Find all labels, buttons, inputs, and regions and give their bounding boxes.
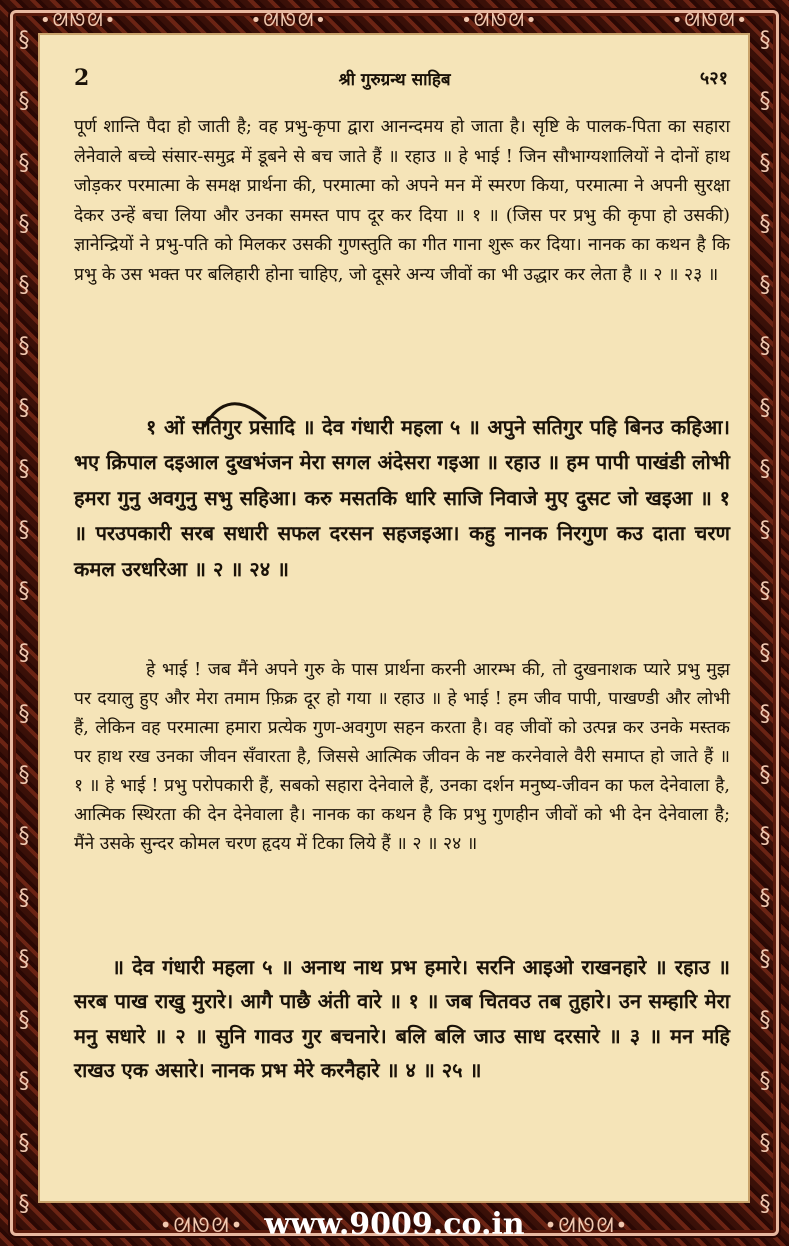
page-footer bbox=[0, 1203, 789, 1246]
swirl-icon: •ᘛᘚᘛ• bbox=[159, 1212, 245, 1237]
left-ornament: § § § § § § § § § § § § § § § § § § § § bbox=[18, 28, 30, 1217]
website-link[interactable]: www.9009.co.in bbox=[264, 1207, 525, 1242]
top-ornament bbox=[40, 6, 749, 34]
page-header bbox=[74, 63, 728, 93]
swirl-icon: •ᘛᘚᘛ• bbox=[250, 9, 328, 31]
right-ornament: § § § § § § § § § § § § § § § § § § § § bbox=[759, 28, 771, 1217]
swirl-icon: •ᘛᘚᘛ• bbox=[461, 9, 539, 31]
translation-paragraph-23: पूर्ण शान्ति पैदा हो जाती है; वह प्रभु-कृपा द्वारा आनन्दमय हो जाता है। सृष्टि के पालक-पिता का सहारा लेनेवाले बच्चे संसार-समुद्र में डूबने से बच जाते हैं ॥ रहाउ ॥ हे भाई ! जिन सौभाग्यशालियों ने दोनों हाथ जोड़कर परमात्मा के समक्ष प्रार्थना की, परमात्मा को अपने मन में स्मरण किया, परमात्मा ने अपनी सुरक्षा देकर उन्हें बचा लिया और उनका समस्त पाप दूर कर दिया ॥ १ ॥ (जिस पर प्रभु की कृपा हो उसकी) ज्ञानेन्द्रियों ने प्रभु-पति को मिलकर उसकी गुणस्तुति का गीत गाना शुरू कर दिया। नानक का कथन है कि प्रभु के उस भक्त पर बलिहारी होना चाहिए, जो दूसरे अन्य जीवों का भी उद्धार कर लेता है ॥ २ ॥ २३ ॥ bbox=[74, 117, 731, 285]
shabad-paragraph-24: १ ओं सतिगुर प्रसादि ॥ देव गंधारी महला ५ ॥ अपुने सतिगुर पहि बिनउ कहिआ। भए क्रिपाल दइआल दुखभंजन मेरा सगल अंदेसरा गइआ ॥ रहाउ ॥ हम पापी पाखंडी लोभी हमरा गुनु अवगुनु सभु सहिआ। करु मसतकि धारि साजि निवाजे मुए दुसट जो खइआ ॥ १ ॥ परउपकारी सरब सधारी सफल दरसन सहजइआ। कहु नानक निरगुण कउ दाता चरण कमल उरधरिआ ॥ २ ॥ २४ ॥ bbox=[74, 415, 730, 581]
translation-paragraph-24: हे भाई ! जब मैंने अपने गुरु के पास प्रार्थना करनी आरम्भ की, तो दुखनाशक प्यारे प्रभु मुझ पर दयालु हुए और मेरा तमाम फ़िक्र दूर हो गया ॥ रहाउ ॥ हे भाई ! हम जीव पापी, पाखण्डी और लोभी हैं, लेकिन वह परमात्मा हमारा प्रत्येक गुण-अवगुण सहन करता है। वह जीवों को उत्पन्न कर उनके मस्तक पर हाथ रख उनका जीवन सँवारता है, जिससे आत्मिक जीवन के नष्ट करनेवाले वैरी समाप्त हो जाते हैं ॥ १ ॥ हे भाई ! प्रभु परोपकारी हैं, सबको सहारा देनेवाले हैं, उनका दर्शन मनुष्य-जीवन का फल देनेवाला है, आत्मिक स्थिरता की देन देनेवाला है। नानक का कथन है कि प्रभु गुणहीन जीवों को भी देन देनेवाला है; मैंने उसके सुन्दर कोमल चरण हृदय में टिका लिये हैं ॥ २ ॥ २४ ॥ bbox=[74, 660, 730, 854]
page-number: ५२१ bbox=[699, 68, 728, 89]
swirl-icon: •ᘛᘚᘛ• bbox=[544, 1212, 630, 1237]
shabad-paragraph-25: ॥ देव गंधारी महला ५ ॥ अनाथ नाथ प्रभ हमारे। सरनि आइओ राखनहारे ॥ रहाउ ॥ सरब पाख राखु मुरारे। आगै पाछै अंती वारे ॥ १ ॥ जब चितवउ तब तुहारे। उन सम्हारि मेरा मनु सधारे ॥ २ ॥ सुनि गावउ गुर बचनारे। बलि बलि जाउ साध दरसारे ॥ ३ ॥ मन महि राखउ एक असारे। नानक प्रभ मेरे करनैहारे ॥ ४ ॥ २५ ॥ bbox=[74, 955, 730, 1083]
swirl-icon: •ᘛᘚᘛ• bbox=[40, 9, 118, 31]
swirl-icon: •ᘛᘚᘛ• bbox=[671, 9, 749, 31]
header-number: 2 bbox=[74, 65, 90, 91]
scripture-page bbox=[38, 33, 750, 1203]
header-title: श्री गुरुग्रन्थ साहिब bbox=[338, 69, 451, 90]
